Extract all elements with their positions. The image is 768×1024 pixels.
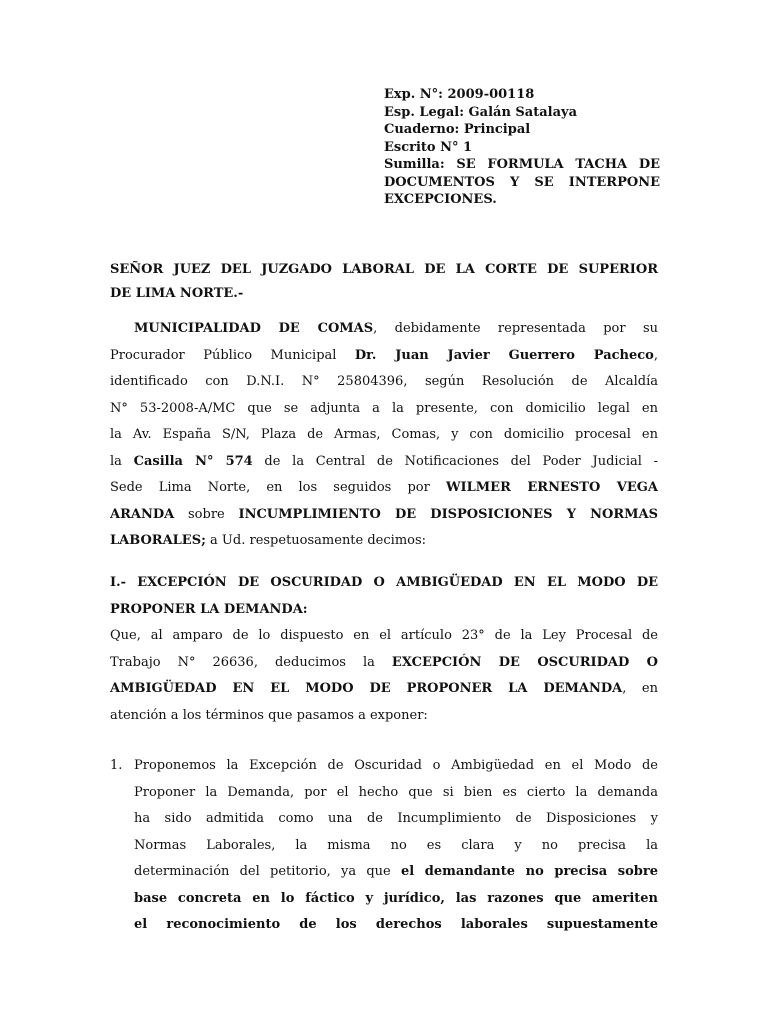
case-number: Exp. N°: 2009-00118: [384, 87, 535, 102]
section-line-4: atención a los términos que pasamos a exponer:: [110, 707, 428, 723]
intro-paragraph: [110, 316, 658, 555]
intro-text: Procurador Público Municipal: [110, 347, 355, 363]
item-text: [134, 753, 658, 939]
intro-line-4: N° 53-2008-A/MC que se adjunta a la presente, con domicilio legal en: [110, 400, 658, 416]
case-header: [384, 86, 660, 209]
item-line-4: Normas Laborales, la misma no es clara y no precisa la: [134, 837, 658, 853]
attorney-name: Dr. Juan Javier Guerrero Pacheco: [354, 347, 654, 363]
section-text: , en: [622, 681, 658, 696]
plaintiff-name: ARANDA: [110, 506, 175, 522]
intro-line-1: [110, 316, 658, 343]
intro-text: sobre: [174, 506, 239, 522]
intro-line-6: [110, 449, 658, 476]
intro-text: a Ud. respetuosamente decimos:: [205, 533, 427, 548]
plaintiff-name: WILMER ERNESTO VEGA: [445, 480, 658, 495]
item-number: 1.: [110, 758, 123, 773]
item-line-1: Proponemos la Excepción de Oscuridad o Ambigüedad en el Modo de: [134, 758, 658, 773]
filing-number: Escrito N° 1: [384, 139, 473, 155]
summary-line-3: EXCEPCIONES.: [384, 192, 497, 207]
addressee-line-2: DE LIMA NORTE.-: [110, 286, 244, 301]
party-name: MUNICIPALIDAD DE COMAS: [134, 321, 374, 336]
summary-line-2: DOCUMENTOS Y SE INTERPONE: [384, 174, 660, 190]
summary-line-1: Sumilla: SE FORMULA TACHA DE: [384, 157, 660, 172]
legal-specialist: Esp. Legal: Galán Satalaya: [384, 104, 578, 120]
intro-text: , debidamente representada por su: [373, 321, 658, 336]
section-text: Trabajo N° 26636, deducimos la: [110, 654, 392, 670]
intro-text: Sede Lima Norte, en los seguidos por: [110, 480, 446, 495]
section-heading: [110, 570, 658, 623]
addressee-line-1: SEÑOR JUEZ DEL JUZGADO LABORAL DE LA CORTE DE SUPERIOR: [110, 262, 658, 277]
section-line-3: [110, 676, 658, 703]
mailbox-number: Casilla N° 574: [133, 453, 253, 469]
item-text-part: determinación del petitorio, ya que: [134, 864, 401, 879]
item-line-2: Proponer la Demanda, por el hecho que si bien es cierto la demanda: [134, 784, 658, 800]
section-title-line-2: PROPONER LA DEMANDA:: [110, 601, 308, 617]
intro-line-7: [110, 475, 658, 502]
addressee: [110, 258, 658, 306]
exception-name: AMBIGÜEDAD EN EL MODO DE PROPONER LA DEMANDA: [110, 681, 623, 696]
intro-text: la: [110, 453, 134, 469]
intro-line-5: la Av. España S/N, Plaza de Armas, Comas, y con domicilio procesal en: [110, 427, 658, 442]
notebook: Cuaderno: Principal: [384, 122, 531, 137]
section-line-2: [110, 650, 658, 677]
item-line-3: ha sido admitida como una de Incumplimiento de Disposiciones y: [134, 811, 658, 826]
intro-text: ,: [653, 347, 658, 363]
item-line-6: base concreta en lo fáctico y jurídico, las razones que ameriten: [134, 890, 658, 906]
section-line-1: Que, al amparo de lo dispuesto en el artículo 23° de la Ley Procesal de: [110, 628, 658, 643]
item-line-5: [134, 859, 658, 886]
intro-line-2: [110, 343, 658, 370]
item-line-7: el reconocimiento de los derechos laborales supuestamente: [134, 917, 658, 932]
case-subject: LABORALES;: [110, 533, 206, 548]
intro-line-9: [110, 528, 658, 555]
exception-name: EXCEPCIÓN DE OSCURIDAD O: [391, 654, 658, 670]
intro-text: de la Central de Notificaciones del Poder Judicial -: [252, 453, 659, 469]
case-subject: INCUMPLIMIENTO DE DISPOSICIONES Y NORMAS: [238, 506, 659, 522]
item-emphasis: el demandante no precisa sobre: [400, 864, 658, 879]
section-paragraph: [110, 623, 658, 729]
intro-line-3: identificado con D.N.I. N° 25804396, según Resolución de Alcaldía: [110, 374, 658, 389]
intro-line-8: [110, 502, 658, 529]
section-title-line-1: I.- EXCEPCIÓN DE OSCURIDAD O AMBIGÜEDAD EN EL MODO DE: [110, 575, 658, 590]
